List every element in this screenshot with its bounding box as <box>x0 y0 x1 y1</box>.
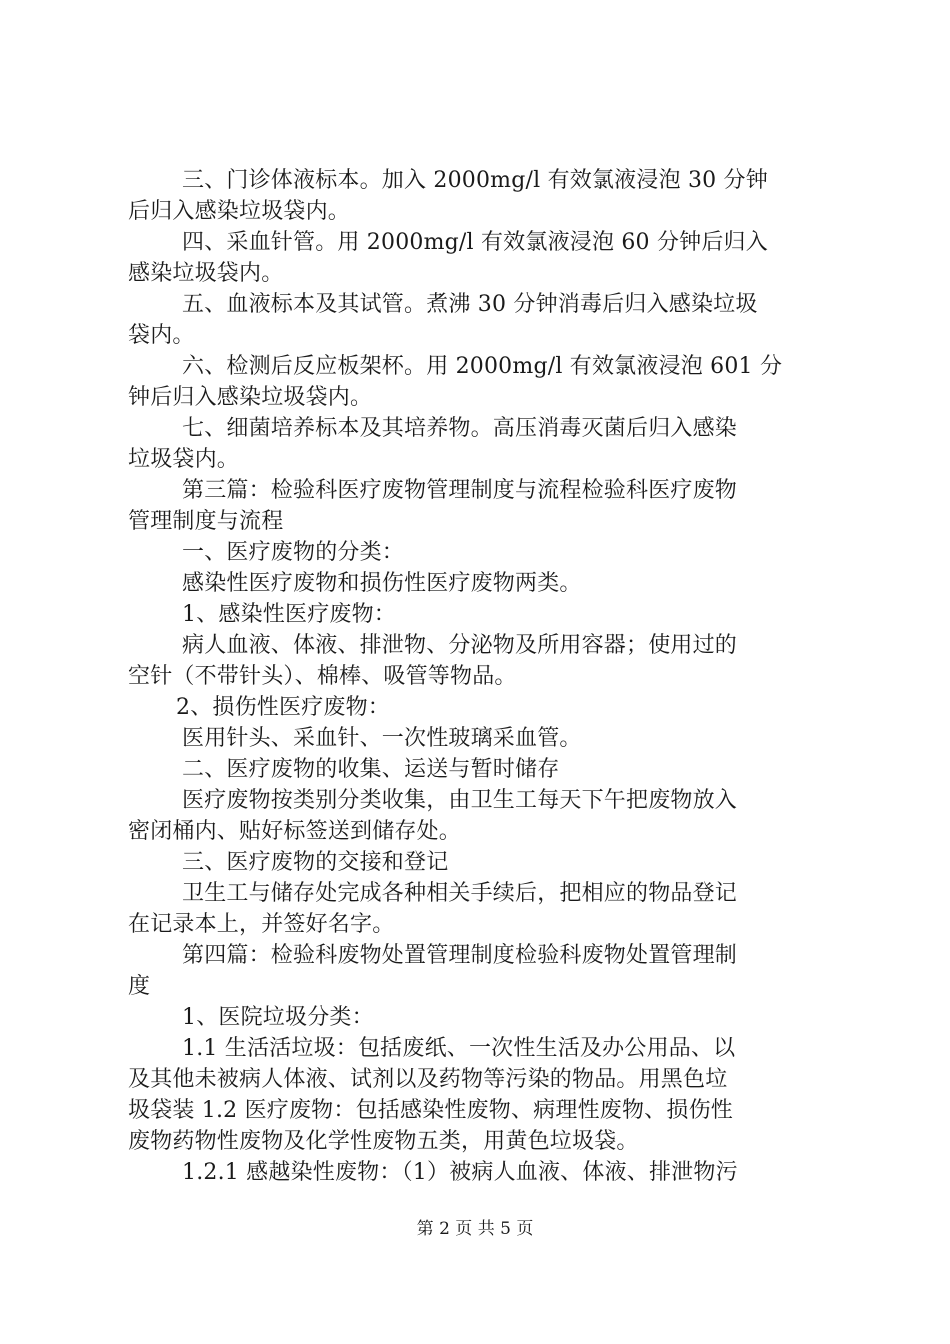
paragraph-line: 空针（不带针头）、棉棒、吸管等物品。 <box>128 664 517 689</box>
paragraph-line: 三、医疗废物的交接和登记 <box>182 850 449 875</box>
paragraph-line: 七、细菌培养标本及其培养物。高压消毒灭菌后归入感染 <box>182 416 738 441</box>
section-heading-line: 管理制度与流程 <box>128 509 284 534</box>
paragraph-line: 及其他未被病人体液、试剂以及药物等污染的物品。用黑色垃 <box>128 1067 728 1092</box>
paragraph-line: 五、血液标本及其试管。煮沸 30 分钟消毒后归入感染垃圾 <box>182 292 758 317</box>
paragraph-line: 袋内。 <box>128 323 195 348</box>
paragraph-line: 病人血液、体液、排泄物、分泌物及所用容器；使用过的 <box>182 633 738 658</box>
paragraph-line: 感染垃圾袋内。 <box>128 261 284 286</box>
paragraph-line: 医用针头、采血针、一次性玻璃采血管。 <box>182 726 582 751</box>
paragraph-line: 在记录本上，并签好名字。 <box>128 912 395 937</box>
paragraph-line: 1.2.1 感越染性废物：（1）被病人血液、体液、排泄物污 <box>182 1160 738 1185</box>
page-number-footer: 第 2 页 共 5 页 <box>416 1219 534 1239</box>
section-heading-line: 第三篇：检验科医疗废物管理制度与流程检验科医疗废物 <box>182 478 738 503</box>
document-body <box>128 165 832 1188</box>
paragraph-line: 医疗废物按类别分类收集，由卫生工每天下午把废物放入 <box>182 788 738 813</box>
paragraph-line: 1.1 生活活垃圾：包括废纸、一次性生活及办公用品、以 <box>182 1036 736 1061</box>
paragraph-line: 四、采血针管。用 2000mg/l 有效氯液浸泡 60 分钟后归入 <box>182 230 768 255</box>
section-heading-line: 第四篇：检验科废物处置管理制度检验科废物处置管理制 <box>182 943 738 968</box>
paragraph-line: 一、医疗废物的分类： <box>182 540 405 565</box>
paragraph-line: 1、感染性医疗废物： <box>182 602 396 627</box>
paragraph-line: 1、医院垃圾分类： <box>182 1005 374 1030</box>
paragraph-line: 卫生工与储存处完成各种相关手续后，把相应的物品登记 <box>182 881 738 906</box>
paragraph-line: 后归入感染垃圾袋内。 <box>128 199 351 224</box>
paragraph-line: 六、检测后反应板架杯。用 2000mg/l 有效氯液浸泡 601 分 <box>182 354 783 379</box>
paragraph-line: 二、医疗废物的收集、运送与暂时储存 <box>182 757 560 782</box>
paragraph-line: 三、门诊体液标本。加入 2000mg/l 有效氯液浸泡 30 分钟 <box>182 168 768 193</box>
paragraph-line: 感染性医疗废物和损伤性医疗废物两类。 <box>182 571 582 596</box>
paragraph-line: 2、损伤性医疗废物： <box>176 695 390 720</box>
paragraph-line: 废物药物性废物及化学性废物五类，用黄色垃圾袋。 <box>128 1129 639 1154</box>
section-heading-line: 度 <box>128 974 151 999</box>
paragraph-line: 垃圾袋内。 <box>128 447 240 472</box>
paragraph-line: 钟后归入感染垃圾袋内。 <box>128 385 373 410</box>
paragraph-line: 圾袋装 1.2 医疗废物：包括感染性废物、病理性废物、损伤性 <box>128 1098 733 1123</box>
paragraph-line: 密闭桶内、贴好标签送到储存处。 <box>128 819 462 844</box>
